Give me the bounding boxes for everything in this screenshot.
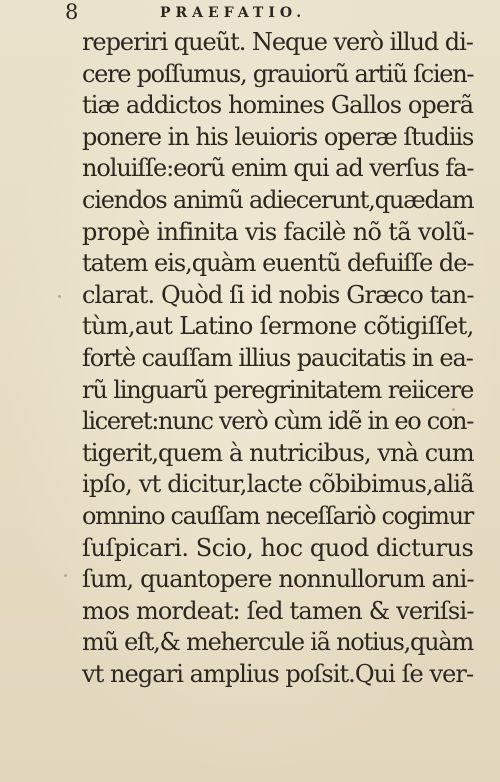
text-line: noluiſſe:eorũ enim qui ad verſus fa- [82, 154, 474, 183]
text-line: ſum, quantopere nonnullorum ani- [82, 565, 474, 594]
text-line: vt negari amplius poſsit.Qui ſe ver- [82, 659, 474, 688]
text-line: propè infinita vis facilè nõ tã volũ- [82, 217, 474, 246]
text-line: cere poſſumus, grauiorũ artiũ ſcien- [82, 59, 474, 88]
text-line: mũ eſt,& mehercule iã notius,quàm [82, 628, 473, 657]
text-line: omnino cauſſam neceſſariò cogimur [82, 501, 473, 530]
page-number: 8 [65, 0, 79, 24]
text-line: fortè cauſſam illius paucitatis in ea- [82, 343, 473, 372]
running-head: PRAEFATIO. [160, 5, 307, 21]
text-line: tigerit,quem à nutricibus, vnà cum [82, 438, 474, 467]
ink-speck [64, 574, 67, 577]
text-line: ponere in his leuioris operæ ſtudiis [82, 122, 474, 151]
text-line: tùm,aut Latino ſermone cõtigiſſet, [82, 312, 474, 341]
body-text [82, 27, 474, 690]
ink-speck [58, 295, 61, 298]
text-line: clarat. Quòd ſi id nobis Græco tan- [82, 280, 474, 309]
text-line: tatem eis,quàm euentũ defuiſſe de- [82, 249, 474, 278]
text-line: reperiri queũt. Neque verò illud di- [82, 28, 473, 56]
text-line: ipſo, vt dicitur,lacte cõbibimus,aliã [82, 470, 474, 499]
text-line: ciendos animũ adiecerunt,quædam [82, 185, 474, 214]
text-line: mos mordeat: ſed tamen & veriſsi- [82, 596, 474, 625]
text-line: rũ linguarũ peregrinitatem reiicere [82, 375, 474, 404]
text-line: liceret:nunc verò cùm idẽ in eo con- [82, 407, 474, 436]
text-line: ſuſpicari. Scio, hoc quod dicturus [82, 533, 474, 562]
text-line: tiæ addictos homines Gallos operã [82, 91, 474, 120]
